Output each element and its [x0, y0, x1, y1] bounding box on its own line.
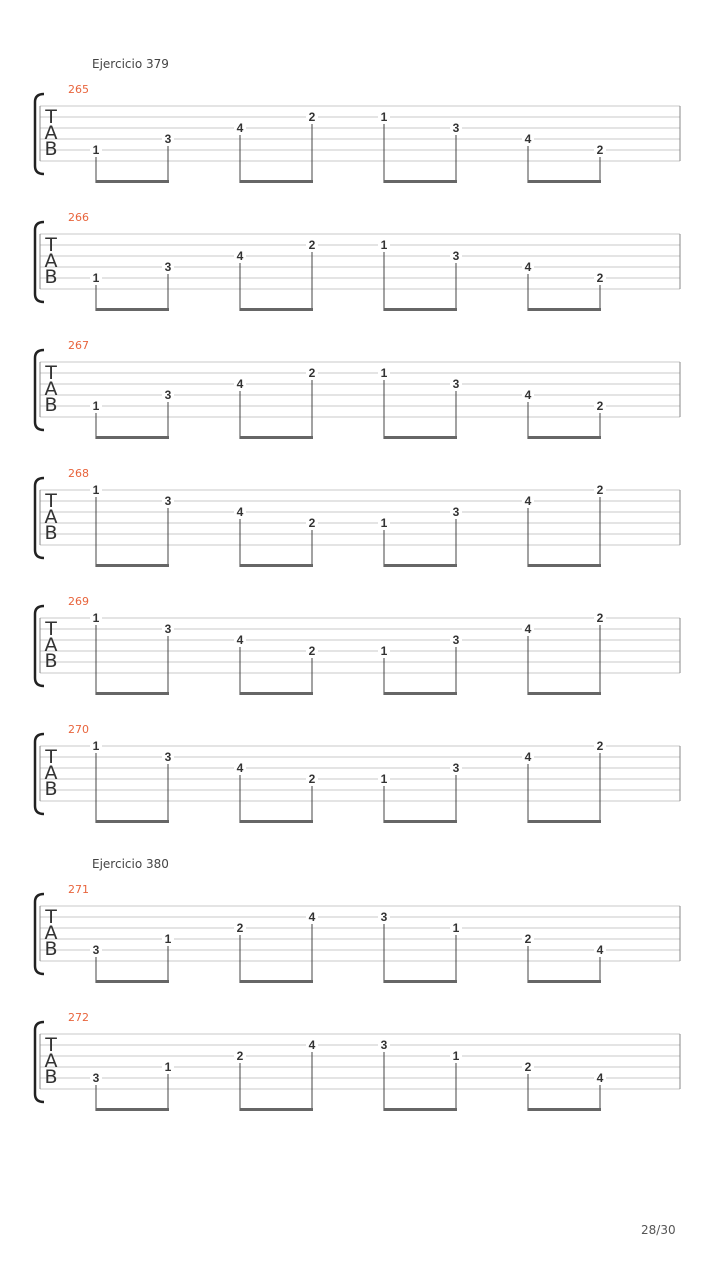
beam — [96, 564, 169, 567]
fret-number: 3 — [164, 750, 172, 764]
tab-staff — [0, 348, 720, 448]
fret-number: 4 — [524, 132, 532, 146]
tab-staff — [0, 220, 720, 320]
fret-number: 4 — [524, 388, 532, 402]
fret-number: 2 — [524, 1060, 532, 1074]
tab-clef-letter: A — [44, 634, 58, 656]
fret-number: 3 — [164, 132, 172, 146]
fret-number: 1 — [380, 772, 388, 786]
tab-clef-letter: A — [44, 922, 58, 944]
beam — [528, 436, 601, 439]
fret-number: 1 — [92, 739, 100, 753]
beam — [96, 692, 169, 695]
fret-number: 3 — [92, 943, 100, 957]
fret-number: 3 — [380, 910, 388, 924]
tab-clef-letter: B — [44, 138, 58, 160]
beam — [384, 980, 457, 983]
fret-number: 1 — [92, 271, 100, 285]
exercise-title: Ejercicio 379 — [92, 57, 169, 71]
fret-number: 2 — [596, 483, 604, 497]
fret-number: 3 — [164, 260, 172, 274]
beam — [240, 980, 313, 983]
tab-clef-letter: B — [44, 266, 58, 288]
fret-number: 4 — [524, 750, 532, 764]
tab-clef-letter: T — [45, 1034, 57, 1056]
tab-clef-letter: B — [44, 394, 58, 416]
fret-number: 3 — [164, 622, 172, 636]
page-number: 28/30 — [641, 1223, 676, 1237]
fret-number: 1 — [164, 1060, 172, 1074]
beam — [384, 1108, 457, 1111]
fret-number: 2 — [308, 772, 316, 786]
fret-number: 3 — [452, 249, 460, 263]
beam — [528, 180, 601, 183]
fret-number: 1 — [452, 921, 460, 935]
beam — [240, 1108, 313, 1111]
fret-number: 3 — [380, 1038, 388, 1052]
beam — [96, 436, 169, 439]
beam — [528, 980, 601, 983]
tab-clef-letter: T — [45, 906, 57, 928]
tab-clef-letter: B — [44, 650, 58, 672]
beam — [528, 564, 601, 567]
beam — [240, 692, 313, 695]
tab-clef-letter: B — [44, 778, 58, 800]
tab-staff — [0, 604, 720, 704]
fret-number: 4 — [524, 260, 532, 274]
fret-number: 1 — [452, 1049, 460, 1063]
measure-number: 266 — [68, 211, 89, 224]
tab-staff — [0, 732, 720, 832]
beam — [528, 308, 601, 311]
fret-number: 3 — [452, 377, 460, 391]
measure-number: 268 — [68, 467, 89, 480]
fret-number: 3 — [452, 633, 460, 647]
beam — [384, 436, 457, 439]
beam — [384, 820, 457, 823]
fret-number: 4 — [236, 121, 244, 135]
fret-number: 2 — [236, 921, 244, 935]
beam — [384, 180, 457, 183]
fret-number: 4 — [596, 943, 604, 957]
beam — [384, 692, 457, 695]
fret-number: 2 — [524, 932, 532, 946]
tab-clef-letter: B — [44, 1066, 58, 1088]
fret-number: 2 — [596, 143, 604, 157]
tab-staff — [0, 92, 720, 192]
beam — [96, 180, 169, 183]
tab-clef-letter: A — [44, 250, 58, 272]
beam — [384, 564, 457, 567]
beam — [528, 1108, 601, 1111]
beam — [96, 308, 169, 311]
fret-number: 4 — [236, 505, 244, 519]
fret-number: 4 — [308, 910, 316, 924]
tab-clef-letter: B — [44, 522, 58, 544]
fret-number: 3 — [164, 494, 172, 508]
fret-number: 4 — [524, 622, 532, 636]
tab-clef-letter: T — [45, 234, 57, 256]
tab-staff — [0, 892, 720, 992]
fret-number: 3 — [452, 121, 460, 135]
beam — [240, 180, 313, 183]
fret-number: 2 — [308, 516, 316, 530]
fret-number: 2 — [596, 611, 604, 625]
tab-clef-letter: B — [44, 938, 58, 960]
fret-number: 3 — [452, 505, 460, 519]
beam — [240, 436, 313, 439]
fret-number: 4 — [236, 249, 244, 263]
measure-number: 265 — [68, 83, 89, 96]
fret-number: 2 — [308, 238, 316, 252]
measure-number: 271 — [68, 883, 89, 896]
fret-number: 4 — [236, 377, 244, 391]
tab-clef-letter: T — [45, 362, 57, 384]
fret-number: 2 — [308, 644, 316, 658]
fret-number: 1 — [164, 932, 172, 946]
measure-number: 269 — [68, 595, 89, 608]
beam — [96, 980, 169, 983]
beam — [240, 308, 313, 311]
fret-number: 2 — [596, 739, 604, 753]
fret-number: 1 — [92, 483, 100, 497]
fret-number: 1 — [380, 238, 388, 252]
tab-clef-letter: T — [45, 618, 57, 640]
fret-number: 1 — [380, 516, 388, 530]
fret-number: 2 — [596, 399, 604, 413]
measure-number: 270 — [68, 723, 89, 736]
tab-clef-letter: T — [45, 746, 57, 768]
tab-clef-letter: A — [44, 378, 58, 400]
beam — [528, 820, 601, 823]
fret-number: 2 — [236, 1049, 244, 1063]
measure-number: 267 — [68, 339, 89, 352]
fret-number: 4 — [236, 633, 244, 647]
fret-number: 1 — [380, 110, 388, 124]
tab-clef-letter: A — [44, 1050, 58, 1072]
tab-staff — [0, 476, 720, 576]
fret-number: 4 — [524, 494, 532, 508]
beam — [240, 820, 313, 823]
measure-number: 272 — [68, 1011, 89, 1024]
beam — [240, 564, 313, 567]
beam — [96, 1108, 169, 1111]
fret-number: 1 — [92, 143, 100, 157]
fret-number: 3 — [164, 388, 172, 402]
beam — [528, 692, 601, 695]
beam — [96, 820, 169, 823]
fret-number: 1 — [380, 366, 388, 380]
fret-number: 4 — [596, 1071, 604, 1085]
fret-number: 2 — [596, 271, 604, 285]
tab-clef-letter: A — [44, 762, 58, 784]
fret-number: 1 — [92, 399, 100, 413]
fret-number: 2 — [308, 110, 316, 124]
exercise-title: Ejercicio 380 — [92, 857, 169, 871]
tab-clef-letter: T — [45, 106, 57, 128]
fret-number: 2 — [308, 366, 316, 380]
beam — [384, 308, 457, 311]
tab-clef-letter: A — [44, 506, 58, 528]
tab-clef-letter: T — [45, 490, 57, 512]
fret-number: 1 — [92, 611, 100, 625]
fret-number: 4 — [236, 761, 244, 775]
fret-number: 4 — [308, 1038, 316, 1052]
fret-number: 1 — [380, 644, 388, 658]
tab-staff — [0, 1020, 720, 1120]
fret-number: 3 — [92, 1071, 100, 1085]
fret-number: 3 — [452, 761, 460, 775]
tab-clef-letter: A — [44, 122, 58, 144]
